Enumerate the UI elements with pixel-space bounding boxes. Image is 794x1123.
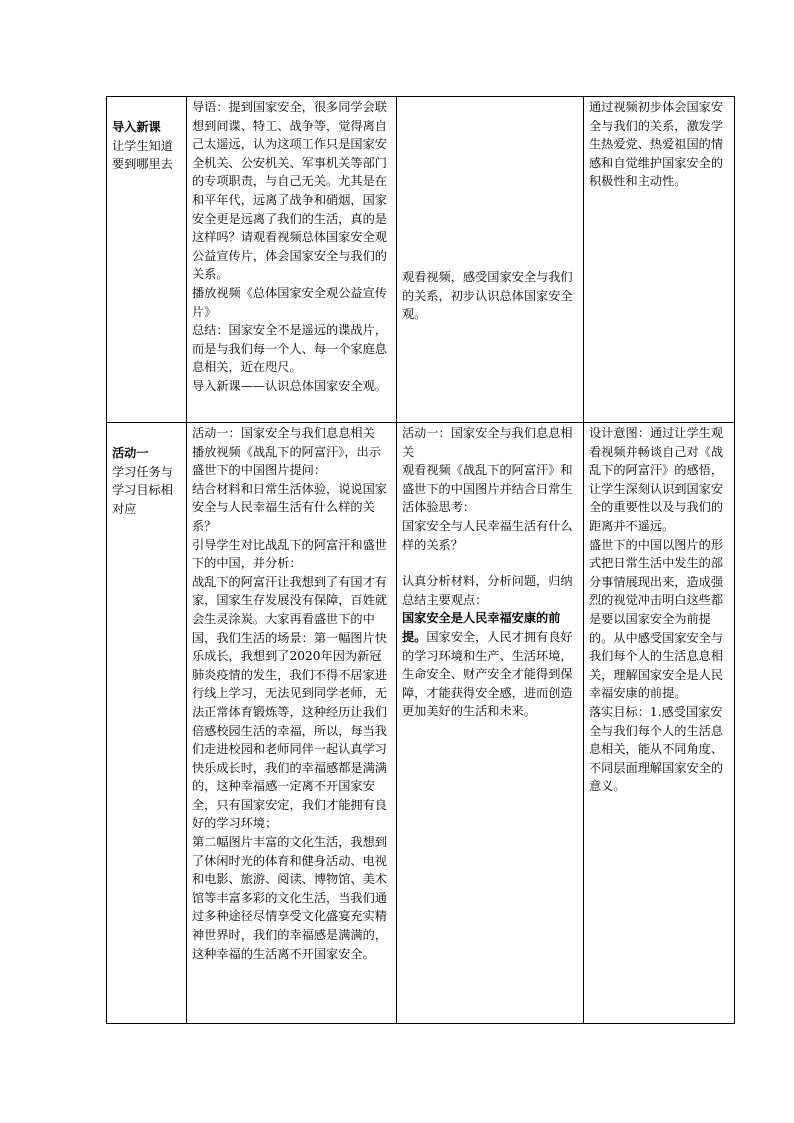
teacher-text: 导入新课——认识总体国家安全观。	[192, 378, 387, 393]
teacher-text: 总结：国家安全不是遥远的谍战片，而是与我们每一个人、每一个家庭息息相关，近在咫尺。	[192, 323, 387, 375]
student-activity-cell	[397, 97, 584, 423]
intent-text: 通过视频初步体会国家安全与我们的关系，激发学生热爱党、热爱祖国的情感和自觉维护国家安全的积极性和主动性。	[589, 100, 724, 189]
stage-cell	[107, 423, 187, 1024]
student-intro: 活动一：国家安全与我们息息相关	[402, 426, 573, 459]
design-intent-cell	[584, 423, 735, 1024]
teacher-text: 导语：提到国家安全，很多同学会联想到间谍、特工、战争等，觉得离自己太遥远，认为这项工作只是国家安全机关、公安机关、军事机关等部门的专项职责，与自己无关。尤其是在和平年代，远离了战争和硝烟，国家安全更是远离了我们的生活，真的是这样吗？请观看视频总体国家安全观公益宣传片，体会国家安全与我们的关系。	[192, 100, 387, 282]
stage-cell	[107, 97, 187, 423]
teacher-text: 播放视频《战乱下的阿富汗》，出示盛世下的中国图片提问：	[192, 444, 381, 478]
stage-subtitle: 让学生知道要到哪里去	[112, 138, 173, 172]
teacher-activity-cell	[187, 97, 397, 423]
teacher-text: 第二幅图片丰富的文化生活，我想到了休闲时光的体育和健身活动、电视和电影、旅游、阅读、博物馆、美术馆等丰富多彩的文化生活，当我们通过多种途径尽情享受文化盛宴充实精神世界时，我们的幸福感是满满的，这种幸福的生活离不开国家安全。	[192, 835, 387, 961]
student-question: 国家安全与人民幸福生活有什么样的关系？	[402, 518, 573, 552]
intent-goal: 落实目标：1.感受国家安全与我们每个人的生活息息相关，能从不同角度、不同层面理解国家安全的意义。	[589, 704, 724, 794]
teacher-activity-cell	[187, 423, 397, 1024]
teacher-text: 引导学生对比战乱下的阿富汗和盛世下的中国，并分析：	[192, 537, 387, 571]
student-activity-cell	[397, 423, 584, 1024]
design-intent-cell	[584, 97, 735, 423]
spacer	[402, 554, 578, 572]
lesson-plan-table	[106, 96, 735, 1024]
stage-title: 活动一	[112, 446, 149, 460]
student-conclusion	[402, 609, 578, 721]
teacher-text: 活动一：国家安全与我们息息相关	[192, 426, 375, 440]
intent-text: 设计意图：通过让学生观看视频并畅谈自己对《战乱下的阿富汗》的感悟，让学生深刻认识到国家安全的重要性以及与我们的距离并不遥远。	[589, 426, 724, 533]
teacher-text: 战乱下的阿富汗让我想到了有国才有家，国家生存发展没有保障，百姓就会生灵涂炭。大家再看盛世下的中国，我们生活的场景：第一幅图片快乐成长，我想到了2020年因为新冠肺炎疫情的发生，我们不得不居家进行线上学习，无法见到同学老师，无法正常体育锻炼等，这种经历让我们倍感校园生活的幸福，所以，每当我们走进校园和老师同伴一起认真学习快乐成长时，我们的幸福感都是满满的，这种幸福感一定离不开国家安全，只有国家安定，我们才能拥有良好的学习环境；	[192, 574, 387, 831]
table-row-intro	[107, 97, 735, 423]
stage-title: 导入新课	[112, 120, 161, 134]
key-point: 国家安全是人民幸福安康的前提。	[402, 611, 561, 644]
teacher-text: 结合材料和日常生活体验，说说国家安全与人民幸福生活有什么样的关系？	[192, 481, 387, 533]
student-text: 观看视频，感受国家安全与我们的关系，初步认识总体国家安全观。	[402, 270, 573, 322]
conclusion-rest: 国家安全，人民才拥有良好的学习环境和生产、生活环境，生命安全、财产安全才能得到保障，才能获得安全感，进而创造更加美好的生活和未来。	[402, 629, 573, 719]
intent-text: 盛世下的中国以图片的形式把日常生活中发生的部分事情展现出来，造成强烈的视觉冲击明白这些都是要以国家安全为前提的。从中感受国家安全与我们每个人的生活息息相关，理解国家安全是人民幸福安康的前提。	[589, 537, 724, 701]
table-row-activity-1	[107, 423, 735, 1024]
stage-subtitle: 学习任务与学习目标相对应	[112, 464, 173, 516]
student-task: 观看视频《战乱下的阿富汗》和盛世下的中国图片并结合日常生活体验思考：	[402, 463, 573, 515]
student-analysis: 认真分析材料，分析问题，归纳总结主要观点：	[402, 574, 573, 607]
teacher-text: 播放视频《总体国家安全观公益宣传片》	[192, 285, 387, 319]
